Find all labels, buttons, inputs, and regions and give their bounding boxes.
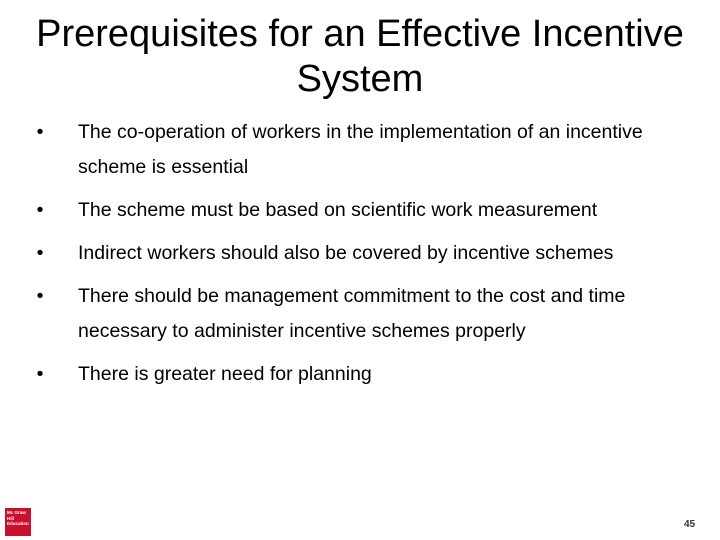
bullet-marker: • bbox=[36, 285, 44, 307]
bullet-marker: • bbox=[36, 242, 44, 264]
bullet-item bbox=[30, 236, 700, 271]
bullet-marker: • bbox=[36, 199, 44, 221]
bullet-item bbox=[30, 115, 700, 185]
bullet-item bbox=[30, 357, 700, 392]
bullet-text: Indirect workers should also be covered by incentive schemes bbox=[78, 242, 614, 264]
page-number: 45 bbox=[684, 519, 696, 530]
bullet-list bbox=[30, 115, 700, 400]
bullet-text: There should be management commitment to the cost and time necessary to administer incentive schemes properly bbox=[78, 285, 626, 342]
bullet-text: The co-operation of workers in the implementation of an incentive scheme is essential bbox=[78, 121, 643, 178]
bullet-item bbox=[30, 193, 700, 228]
bullet-text: The scheme must be based on scientific work measurement bbox=[78, 199, 598, 221]
bullet-item bbox=[30, 279, 700, 349]
publisher-logo: Mc Graw Hill Education bbox=[5, 508, 31, 536]
slide-title: Prerequisites for an Effective Incentive System bbox=[36, 13, 684, 100]
bullet-marker: • bbox=[36, 121, 44, 143]
bullet-text: There is greater need for planning bbox=[78, 363, 372, 385]
bullet-marker: • bbox=[36, 363, 44, 385]
